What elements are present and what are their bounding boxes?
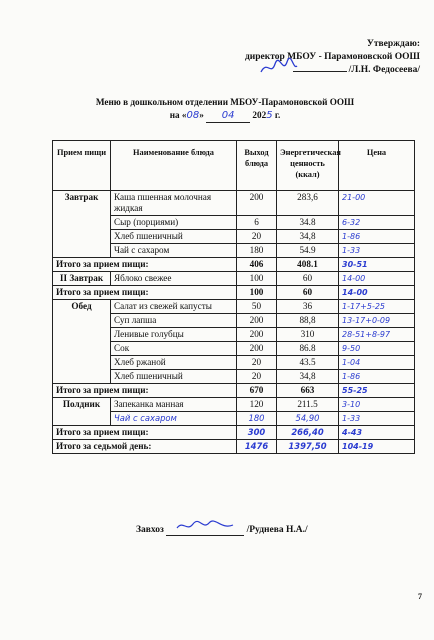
zavhoz-name: /Руднева Н.А./ [246, 525, 308, 535]
dish-price: 1-04 [339, 356, 415, 370]
date-suffix: г. [272, 110, 281, 120]
dish-price: 1-86 [339, 370, 415, 384]
dish-energy: 34,8 [277, 230, 339, 244]
header-output: Выход блюда [237, 141, 277, 191]
dish-name: Каша пшенная молочная жидкая [111, 191, 237, 216]
dish-name: Чай с сахаром [111, 244, 237, 258]
total-row [53, 426, 415, 440]
total-price: 30-51 [339, 258, 415, 272]
meal-snack: Полдник [53, 398, 111, 426]
dish-energy: 211.5 [277, 398, 339, 412]
total-price: 4-43 [339, 426, 415, 440]
dish-price: 14-00 [339, 272, 415, 286]
grand-total-price: 104-19 [339, 440, 415, 454]
grand-total-output: 1476 [237, 440, 277, 454]
dish-output: 200 [237, 328, 277, 342]
total-output: 406 [237, 258, 277, 272]
total-label: Итого за прием пищи: [53, 258, 237, 272]
dish-price: 9-50 [339, 342, 415, 356]
dish-name: Сыр (порциями) [111, 216, 237, 230]
menu-title-line: Меню в дошкольном отделении МБОУ-Парамоновской ООШ [95, 97, 355, 107]
header-energy: Энергетическая ценность (ккал) [277, 141, 339, 191]
date-prefix: на « [169, 110, 187, 120]
dish-name: Салат из свежей капусты [111, 300, 237, 314]
zavhoz-label: Завхоз [136, 525, 164, 535]
total-label: Итого за прием пищи: [53, 426, 237, 440]
approval-block [245, 38, 420, 77]
signature-underline [293, 71, 347, 72]
dish-energy: 86.8 [277, 342, 339, 356]
grand-total-energy: 1397,50 [277, 440, 339, 454]
dish-name: Ленивые голубцы [111, 328, 237, 342]
total-energy: 408.1 [277, 258, 339, 272]
dish-name: Запеканка манная [111, 398, 237, 412]
meal-breakfast: Завтрак [53, 191, 111, 258]
total-row [53, 384, 415, 398]
dish-price: 3-10 [339, 398, 415, 412]
table-row [53, 272, 415, 286]
menu-title [60, 96, 390, 123]
total-price: 55-25 [339, 384, 415, 398]
meal-lunch: Обед [53, 300, 111, 384]
total-output: 300 [237, 426, 277, 440]
approval-position: директор МБОУ - Парамоновской ООШ [244, 52, 420, 62]
approval-signature-line [293, 64, 420, 77]
page-number: 7 [418, 592, 422, 601]
grand-total-row [53, 440, 415, 454]
dish-output: 6 [237, 216, 277, 230]
dish-name: Сок [111, 342, 237, 356]
date-day: 08 [186, 110, 200, 121]
dish-output: 50 [237, 300, 277, 314]
dish-energy: 54.9 [277, 244, 339, 258]
dish-energy: 43.5 [277, 356, 339, 370]
menu-table [52, 140, 415, 454]
approval-heading: Утверждаю: [366, 39, 420, 49]
dish-energy: 54,90 [277, 412, 339, 426]
total-energy: 266,40 [277, 426, 339, 440]
table-row [53, 398, 415, 412]
dish-output: 180 [237, 244, 277, 258]
dish-price: 28-51+8-97 [339, 328, 415, 342]
dish-price: 1-17+5-25 [339, 300, 415, 314]
date-year-prefix: 202 [252, 110, 267, 120]
dish-name: Хлеб ржаной [111, 356, 237, 370]
dish-price: 1-33 [339, 244, 415, 258]
dish-energy: 283,6 [277, 191, 339, 216]
grand-total-label: Итого за седьмой день: [53, 440, 237, 454]
zavhoz-signature-block [136, 518, 308, 536]
table-row [53, 191, 415, 216]
dish-price: 6-32 [339, 216, 415, 230]
header-meal: Прием пищи [53, 141, 111, 191]
dish-output: 200 [237, 342, 277, 356]
total-row [53, 258, 415, 272]
director-signature-icon [259, 56, 299, 78]
dish-energy: 60 [277, 272, 339, 286]
total-price: 14-00 [339, 286, 415, 300]
dish-energy: 310 [277, 328, 339, 342]
dish-energy: 34,8 [277, 370, 339, 384]
dish-energy: 34.8 [277, 216, 339, 230]
total-output: 670 [237, 384, 277, 398]
dish-output: 200 [237, 191, 277, 216]
dish-price: 1-86 [339, 230, 415, 244]
total-energy: 60 [277, 286, 339, 300]
total-label: Итого за прием пищи: [53, 286, 237, 300]
dish-output: 200 [237, 314, 277, 328]
dish-name: Яблоко свежее [111, 272, 237, 286]
dish-energy: 88,8 [277, 314, 339, 328]
dish-name: Чай с сахаром [111, 412, 237, 426]
dish-output: 20 [237, 356, 277, 370]
dish-price: 21-00 [339, 191, 415, 216]
header-price: Цена [339, 141, 415, 191]
dish-name: Суп лапша [111, 314, 237, 328]
dish-energy: 36 [277, 300, 339, 314]
dish-price: 13-17+0-09 [339, 314, 415, 328]
menu-date [60, 109, 390, 123]
dish-name: Хлеб пшеничный [111, 230, 237, 244]
header-name: Наименование блюда [111, 141, 237, 191]
table-header-row [53, 141, 415, 191]
dish-output: 120 [237, 398, 277, 412]
dish-output: 100 [237, 272, 277, 286]
dish-output: 180 [237, 412, 277, 426]
dish-price: 1-33 [339, 412, 415, 426]
total-energy: 663 [277, 384, 339, 398]
table-row [53, 300, 415, 314]
dish-output: 20 [237, 230, 277, 244]
meal-second-breakfast: II Завтрак [53, 272, 111, 286]
date-mid: » [199, 110, 204, 120]
total-label: Итого за прием пищи: [53, 384, 237, 398]
date-year-digit: 5 [266, 110, 273, 121]
dish-name: Хлеб пшеничный [111, 370, 237, 384]
total-row [53, 286, 415, 300]
zavhoz-signature-icon [166, 518, 244, 536]
dish-output: 20 [237, 370, 277, 384]
total-output: 100 [237, 286, 277, 300]
date-month-field [206, 109, 250, 123]
date-month: 04 [221, 110, 235, 121]
approval-name: /Л.Н. Федосеева/ [348, 65, 420, 75]
